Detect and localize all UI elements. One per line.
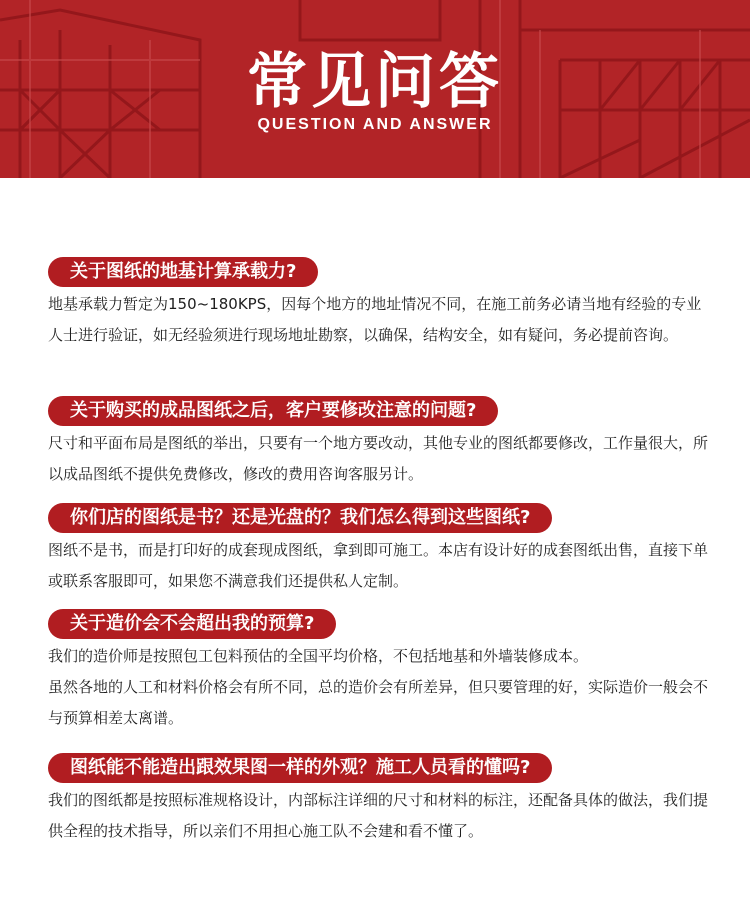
- faq-answer: [48, 785, 708, 847]
- page-title: 常见问答: [247, 47, 503, 117]
- faq-item: [48, 609, 708, 734]
- faq-answer-paragraph: 我们的图纸都是按照标准规格设计，内部标注详细的尺寸和材料的标注，还配备具体的做法，我们提供全程的技术指导，所以亲们不用担心施工队不会建和看不懂了。: [48, 791, 709, 840]
- page-subtitle: QUESTION AND ANSWER: [257, 116, 493, 133]
- faq-answer: [48, 289, 708, 351]
- faq-answer: [48, 428, 708, 490]
- faq-item: [48, 753, 708, 847]
- header-banner: [0, 0, 750, 178]
- faq-question: 关于造价会不会超出我的预算?: [48, 609, 336, 639]
- faq-item: [48, 257, 708, 351]
- faq-question: 你们店的图纸是书？还是光盘的？我们怎么得到这些图纸?: [48, 503, 552, 533]
- faq-answer: [48, 641, 708, 734]
- faq-question: 图纸能不能造出跟效果图一样的外观？施工人员看的懂吗?: [48, 753, 552, 783]
- faq-answer-paragraph: 尺寸和平面布局是图纸的举出，只要有一个地方要改动，其他专业的图纸都要修改，工作量很大，所以成品图纸不提供免费修改，修改的费用咨询客服另计。: [48, 434, 709, 483]
- faq-question: 关于购买的成品图纸之后，客户要修改注意的问题?: [48, 396, 498, 426]
- faq-answer-paragraph: 虽然各地的人工和材料价格会有所不同，总的造价会有所差异，但只要管理的好，实际造价一般会不与预算相差太离谱。: [48, 678, 709, 727]
- faq-item: [48, 396, 708, 490]
- faq-answer: [48, 535, 708, 597]
- faq-answer-paragraph: 地基承载力暂定为150~180KPS，因每个地方的地址情况不同，在施工前务必请当地有经验的专业人士进行验证，如无经验须进行现场地址勘察，以确保，结构安全，如有疑问，务必提前咨询。: [48, 295, 702, 344]
- faq-answer-paragraph: 图纸不是书，而是打印好的成套现成图纸，拿到即可施工。本店有设计好的成套图纸出售，直接下单或联系客服即可，如果您不满意我们还提供私人定制。: [48, 541, 709, 590]
- faq-answer-paragraph: 我们的造价师是按照包工包料预估的全国平均价格，不包括地基和外墙装修成本。: [48, 647, 589, 665]
- faq-item: [48, 503, 708, 597]
- faq-question: 关于图纸的地基计算承载力?: [48, 257, 318, 287]
